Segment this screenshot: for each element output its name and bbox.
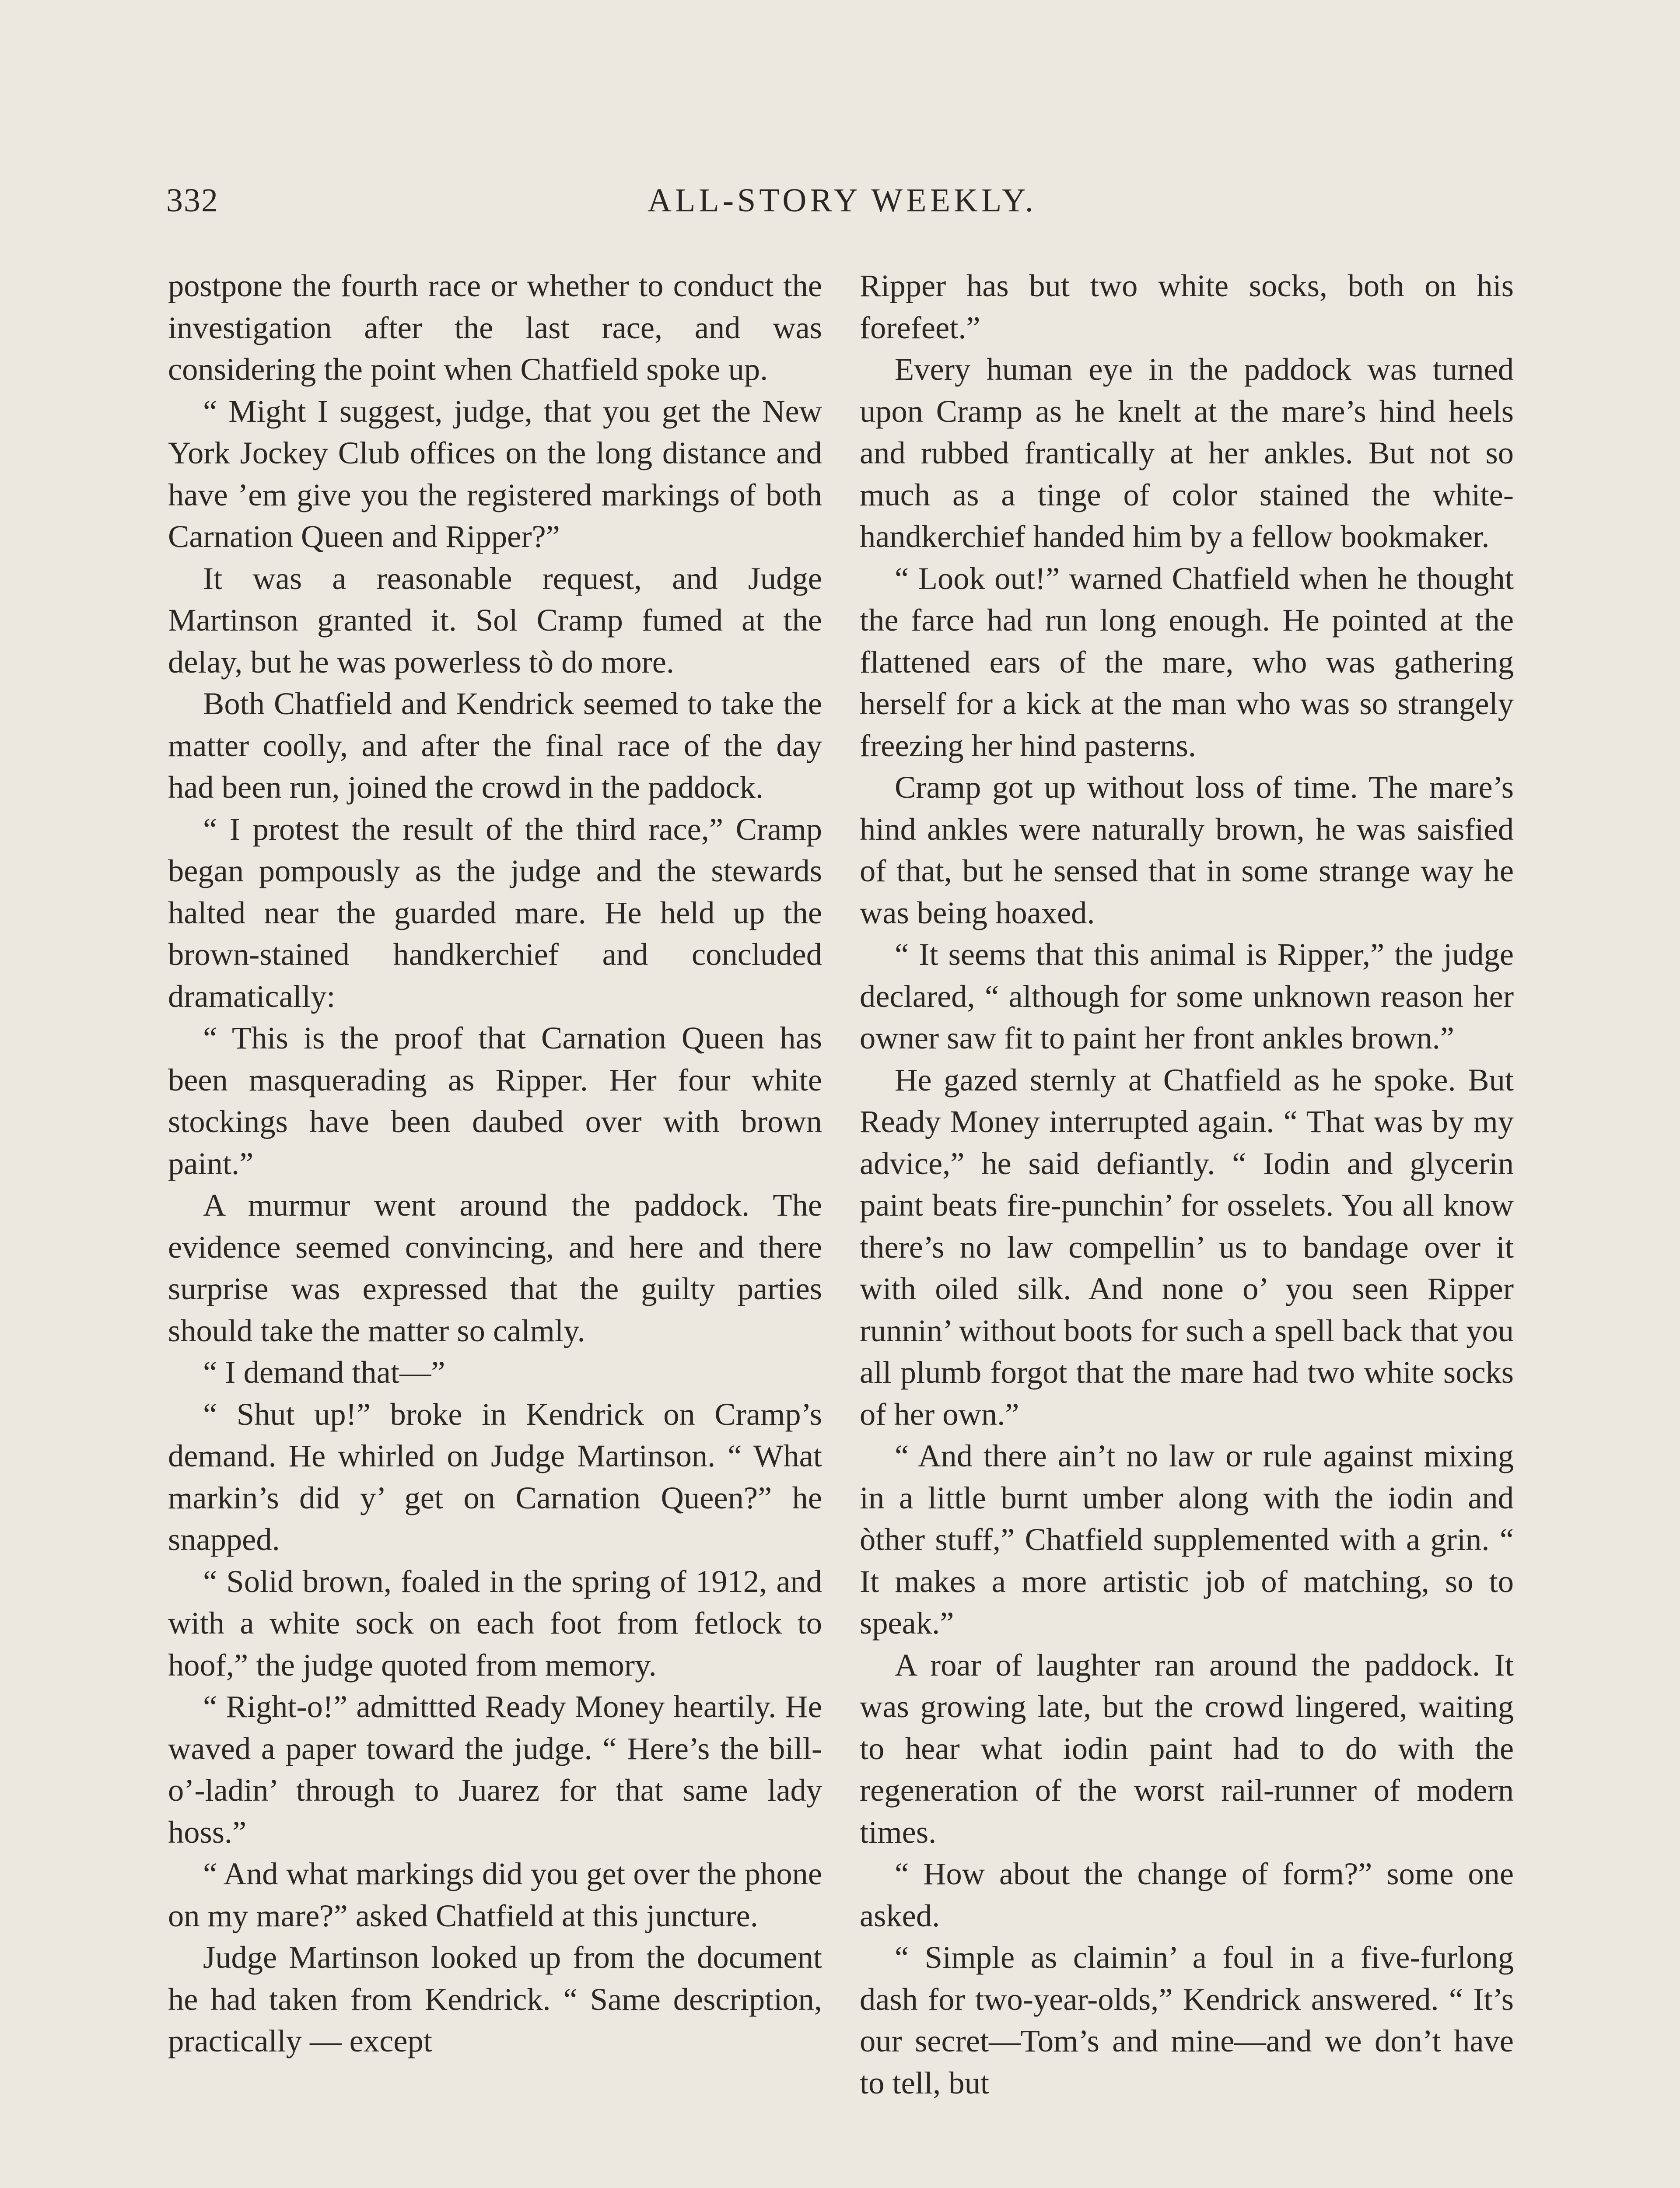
paragraph: “ Might I suggest, judge, that you get the New York Jockey Club offices on the long distance and have ’em give you the registered markings of both Carnation Queen and Ripper?” bbox=[168, 393, 822, 554]
paragraph: Every human eye in the paddock was turned upon Cramp as he knelt at the mare’s hind heels and rubbed frantically at her ankles. But not so much as a tinge of color stained the white-handkerchief handed him by a fellow bookmaker. bbox=[860, 351, 1514, 554]
paragraph: “ Simple as claimin’ a foul in a five-furlong dash for two-year-olds,” Kendrick answered. “ It’s our secret—Tom’s and mine—and we don’t have to tell, but bbox=[860, 1939, 1514, 2100]
paragraph: “ And what markings did you get over the phone on my mare?” asked Chatfield at this juncture. bbox=[168, 1856, 822, 1933]
paragraph: Ripper has but two white socks, both on his forefeet.” bbox=[860, 268, 1514, 345]
text-column-left bbox=[168, 265, 822, 2062]
paragraph: “ I protest the result of the third race,” Cramp began pompously as the judge and the stewards halted near the guarded mare. He held up the brown-stained handkerchief and concluded dramatically: bbox=[168, 811, 822, 1014]
paragraph: “ Solid brown, foaled in the spring of 1912, and with a white sock on each foot from fetlock to hoof,” the judge quoted from memory. bbox=[168, 1563, 822, 1683]
paragraph: Both Chatfield and Kendrick seemed to take the matter coolly, and after the final race of the day had been run, joined the crowd in the paddock. bbox=[168, 686, 822, 805]
paragraph: “ And there ain’t no law or rule against mixing in a little burnt umber along with the iodin and òther stuff,” Chatfield supplemented with a grin. “ It makes a more artistic job of matching, so to speak.” bbox=[860, 1438, 1514, 1641]
text-column-right bbox=[860, 265, 1514, 2104]
running-head: ALL-STORY WEEKLY. bbox=[648, 182, 1037, 219]
page-number: 332 bbox=[166, 182, 219, 219]
paragraph: A roar of laughter ran around the paddock. It was growing late, but the crowd lingered, waiting to hear what iodin paint had to do with the regeneration of the worst rail-runner of modern times. bbox=[860, 1647, 1514, 1850]
paragraph: “ How about the change of form?” some one asked. bbox=[860, 1856, 1514, 1933]
paragraph: Judge Martinson looked up from the document he had taken from Kendrick. “ Same description, practically — except bbox=[168, 1939, 822, 2058]
paragraph: He gazed sternly at Chatfield as he spoke. But Ready Money interrupted again. “ That was by my advice,” he said defiantly. “ Iodin and glycerin paint beats fire-punchin’ for osselets. You all know there’s no law compellin’ us to bandage over it with oiled silk. And none o’ you seen Ripper runnin’ without boots for such a spell back that you all plumb forgot that the mare had two white socks of her own.” bbox=[860, 1062, 1514, 1432]
paragraph: “ I demand that—” bbox=[203, 1354, 445, 1390]
paragraph: A murmur went around the paddock. The evidence seemed convincing, and here and there surprise was expressed that the guilty parties should take the matter so calmly. bbox=[168, 1187, 822, 1348]
paragraph: “ Look out!” warned Chatfield when he thought the farce had run long enough. He pointed at the flattened ears of the mare, who was gathering herself for a kick at the man who was so strangely freezing her hind pasterns. bbox=[860, 560, 1514, 763]
paragraph: “ Shut up!” broke in Kendrick on Cramp’s demand. He whirled on Judge Martinson. “ What markin’s did y’ get on Carnation Queen?” he snapped. bbox=[168, 1396, 822, 1557]
page-header bbox=[166, 182, 1522, 230]
paragraph: It was a reasonable request, and Judge Martinson granted it. Sol Cramp fumed at the delay, but he was powerless tò do more. bbox=[168, 560, 822, 680]
paragraph: postpone the fourth race or whether to conduct the investigation after the last race, and was considering the point when Chatfield spoke up. bbox=[168, 268, 822, 387]
paragraph: Cramp got up without loss of time. The mare’s hind ankles were naturally brown, he was saisfied of that, but he sensed that in some strange way he was being hoaxed. bbox=[860, 769, 1514, 930]
paragraph: “ Right-o!” admittted Ready Money heartily. He waved a paper toward the judge. “ Here’s the bill-o’-ladin’ through to Juarez for that same lady hoss.” bbox=[168, 1689, 822, 1850]
paragraph: “ This is the proof that Carnation Queen has been masquerading as Ripper. Her four white stockings have been daubed over with brown paint.” bbox=[168, 1020, 822, 1181]
paragraph: “ It seems that this animal is Ripper,” the judge declared, “ although for some unknown reason her owner saw fit to paint her front ankles brown.” bbox=[860, 936, 1514, 1055]
